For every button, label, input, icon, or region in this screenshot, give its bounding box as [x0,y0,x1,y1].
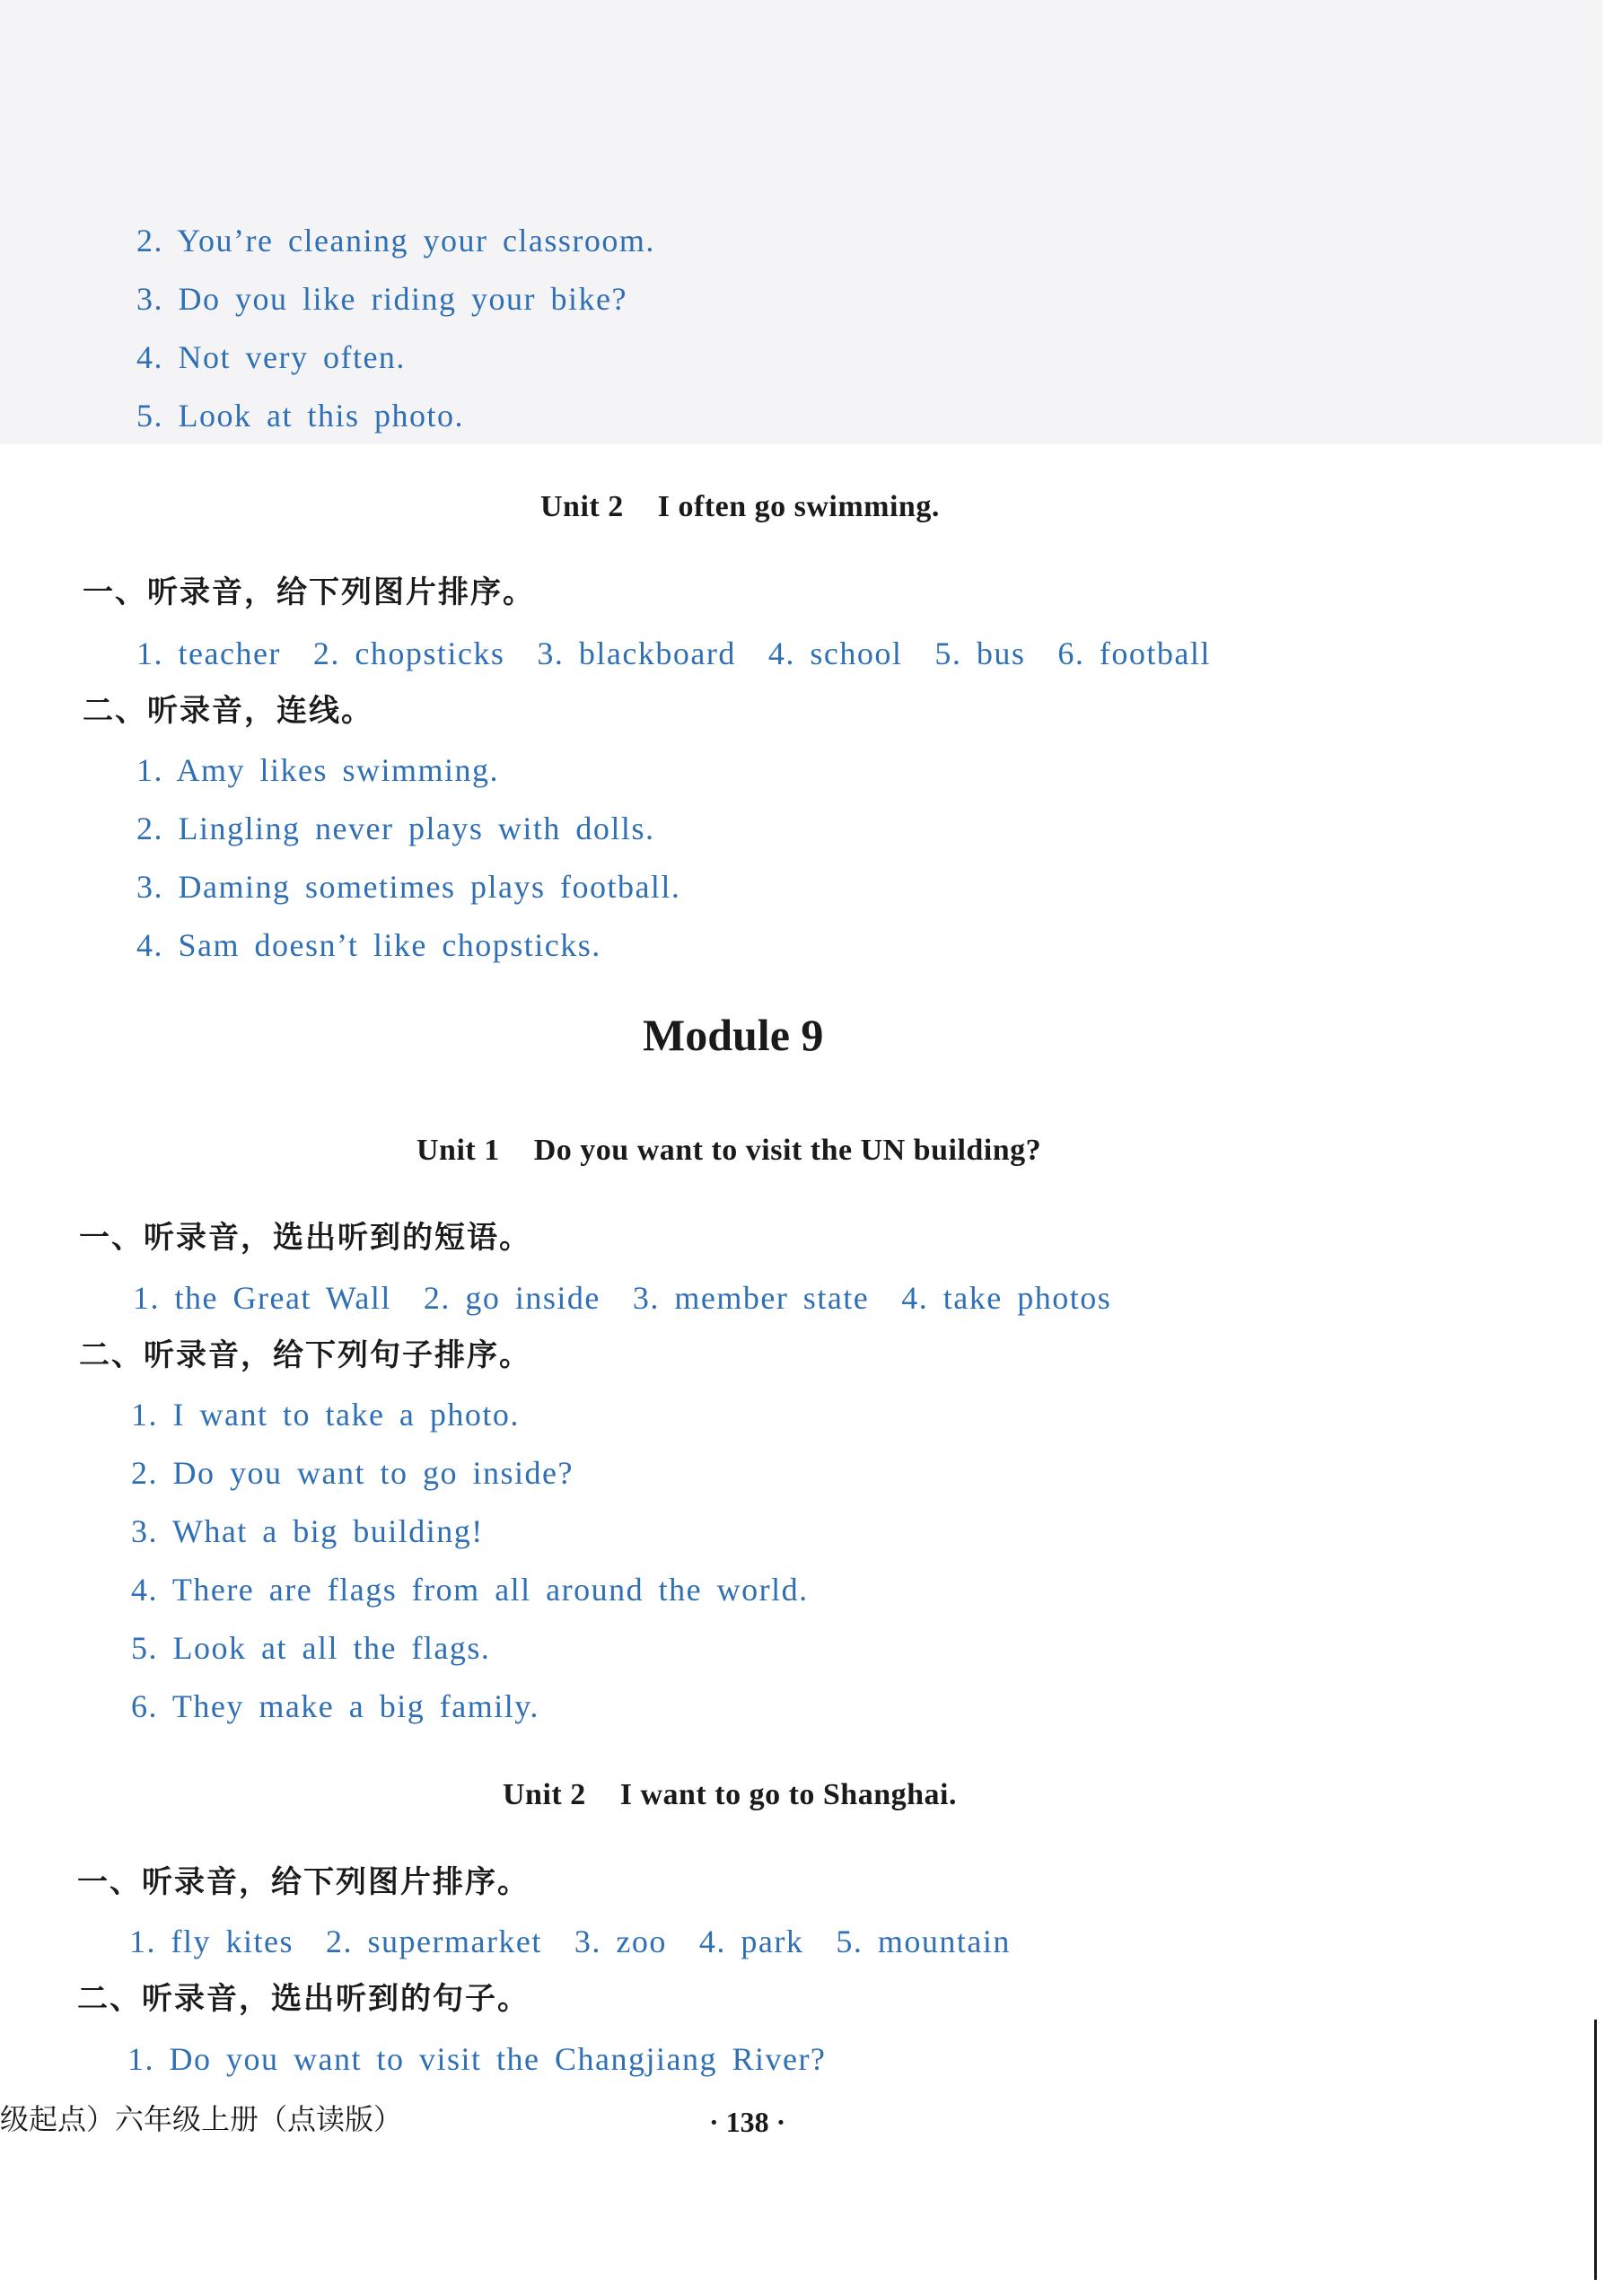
answer-line: 1. Amy likes swimming. [136,752,500,788]
answer-item: 1. the Great Wall [133,1280,391,1316]
answer-line: 5. Look at all the flags. [131,1630,491,1666]
answer-item: 4. take photos [901,1280,1112,1316]
answer-row [133,1282,1144,1314]
answer-item: 4. park [698,1924,804,1959]
module-title: Module 9 [643,1010,824,1060]
answer-row [129,1925,1043,1958]
unit-heading [503,1780,957,1810]
unit-title: Do you want to visit the UN building? [533,1134,1042,1167]
section-heading: 一、听录音，选出听到的短语。 [79,1220,531,1256]
answer-item: 5. mountain [836,1924,1011,1959]
answer-item: 3. blackboard [537,635,736,671]
answer-item: 1. fly kites [129,1924,294,1959]
answer-line: 3. Do you like riding your bike? [136,281,627,317]
answer-line: 3. What a big building! [131,1513,484,1549]
page-number: · 138 · [709,2106,786,2138]
answer-line: 2. Do you want to go inside? [131,1455,574,1491]
section-heading: 二、听录音，连线。 [83,693,373,729]
answer-line: 2. Lingling never plays with dolls. [136,811,655,846]
answer-item: 3. member state [632,1280,870,1316]
answer-item: 1. teacher [136,635,281,671]
answer-line: 4. Sam doesn’t like chopsticks. [136,927,601,963]
answer-line: 1. Do you want to visit the Changjiang River? [127,2041,827,2077]
section-heading: 一、听录音，给下列图片排序。 [83,574,535,610]
unit-number: Unit 2 [503,1778,586,1811]
unit-heading [416,1135,1041,1166]
answer-item: 4. school [767,635,903,671]
answer-line: 1. I want to take a photo. [131,1397,520,1433]
answer-row [136,637,1243,670]
answer-line: 4. There are flags from all around the world. [131,1572,809,1608]
answer-line: 5. Look at this photo. [136,398,464,434]
unit-title: I want to go to Shanghai. [619,1778,957,1811]
unit-number: Unit 2 [540,490,624,523]
answer-item: 3. zoo [574,1924,667,1959]
unit-title: I often go swimming. [657,490,940,523]
page-edge-line [1594,2020,1597,2280]
answer-line: 6. They make a big family. [131,1688,539,1724]
answer-item: 2. supermarket [325,1924,542,1959]
answer-item: 2. go inside [423,1280,601,1316]
section-heading: 二、听录音，选出听到的句子。 [77,1981,530,2017]
unit-number: Unit 1 [416,1134,500,1167]
answer-line: 3. Daming sometimes plays football. [136,869,681,905]
answer-item: 6. football [1057,635,1211,671]
section-heading: 一、听录音，给下列图片排序。 [77,1864,530,1900]
answer-item: 2. chopsticks [312,635,505,671]
answer-line: 4. Not very often. [136,339,406,375]
section-heading: 二、听录音，给下列句子排序。 [79,1337,531,1373]
answer-line: 2. You’re cleaning your classroom. [136,223,655,259]
answer-item: 5. bus [934,635,1026,671]
book-label: 级起点）六年级上册（点读版） [0,2102,403,2136]
unit-heading [540,492,940,522]
